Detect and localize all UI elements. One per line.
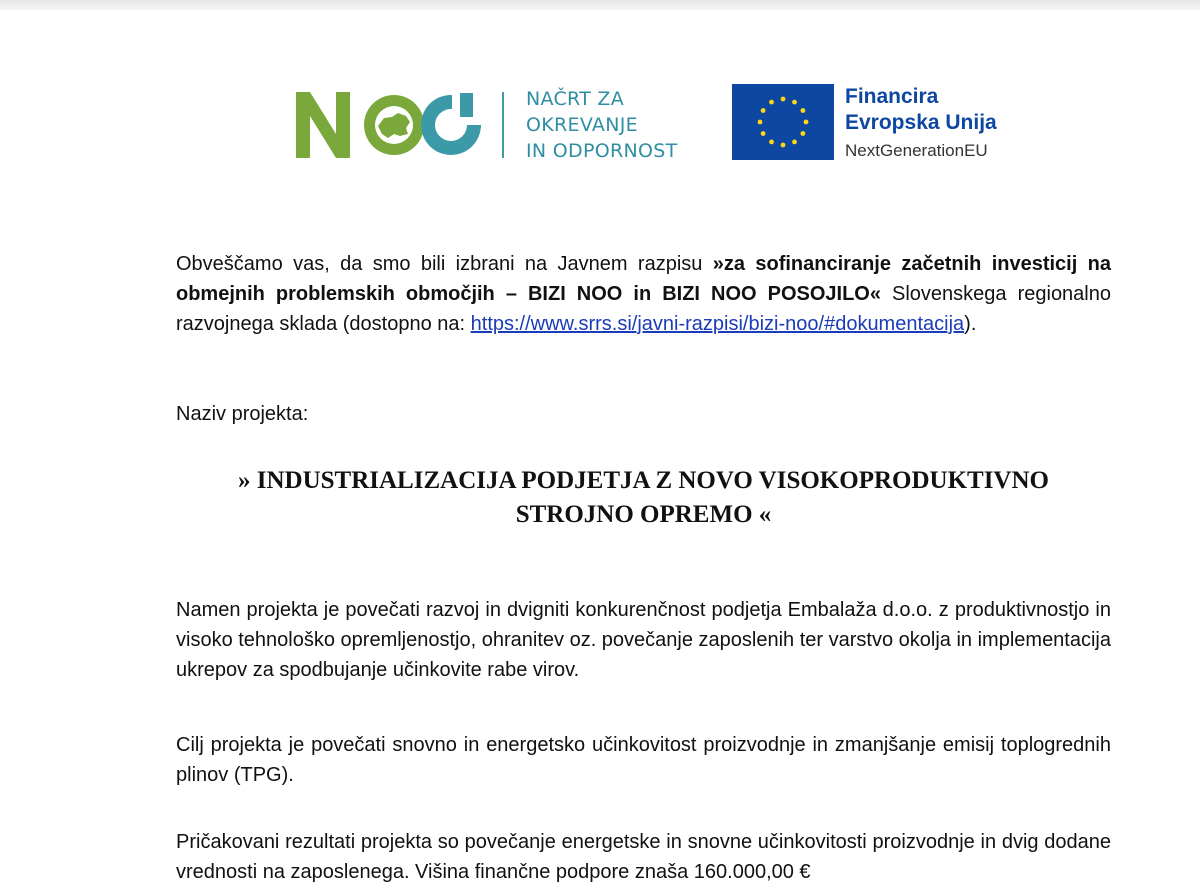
noo-line-3: IN ODPORNOST [526,140,678,162]
eu-logo [732,84,1012,164]
documentation-link[interactable]: https://www.srrs.si/javni-razpisi/bizi-noo/#dokumentacija [470,313,965,335]
noo-divider [502,92,504,158]
project-title-line-1: » INDUSTRIALIZACIJA PODJETJA Z NOVO VISOKOPRODUKTIVNO [238,467,1049,494]
eu-flag-icon [732,84,834,160]
results-paragraph: Pričakovani rezultati projekta so povečanje energetske in snovne učinkovitosti proizvodnje in dvig dodane vrednosti na zaposlenega. Višina finančne podpore znaša 160.000,00 € [176,831,1111,883]
noo-logo-text [526,86,678,164]
noo-logo [292,84,678,164]
noo-logo-mark-icon [292,84,482,164]
project-title [176,464,1111,532]
eu-line-2: Evropska Unija [845,111,997,134]
intro-text-end: ). [964,313,977,335]
intro-text-after: Slovenskega regionalno razvojnega sklada (dostopno na: [176,283,1111,335]
project-title-line-2: STROJNO OPREMO « [515,501,772,528]
eu-line-1: Financira [845,85,939,108]
top-band [0,0,1200,10]
intro-paragraph [176,249,1111,339]
noo-line-2: OKREVANJE [526,114,638,136]
intro-call-title: »za sofinanciranje začetnih investicij na obmejnih problemskih območjih – BIZI NOO in BIZI NOO POSOJILO« [176,253,1111,305]
eu-logo-text [845,84,997,166]
intro-text-before: Obveščamo vas, da smo bili izbrani na Javnem razpisu [176,253,713,275]
purpose-paragraph: Namen projekta je povečati razvoj in dvigniti konkurenčnost podjetja Embalaža d.o.o. z produktivnostjo in visoko tehnološko opremljenostjo, ohranitev oz. povečanje zaposlenih ter varstvo okolja in implementacija ukrepov za spodbujanje učinkovite rabe virov. [176,599,1111,681]
noo-line-1: NAČRT ZA [526,88,625,110]
goal-paragraph: Cilj projekta je povečati snovno in energetsko učinkovitost proizvodnje in zmanjšanje emisij toplogrednih plinov (TPG). [176,734,1111,786]
project-label: Naziv projekta: [176,403,309,425]
eu-line-3: NextGenerationEU [845,141,988,160]
